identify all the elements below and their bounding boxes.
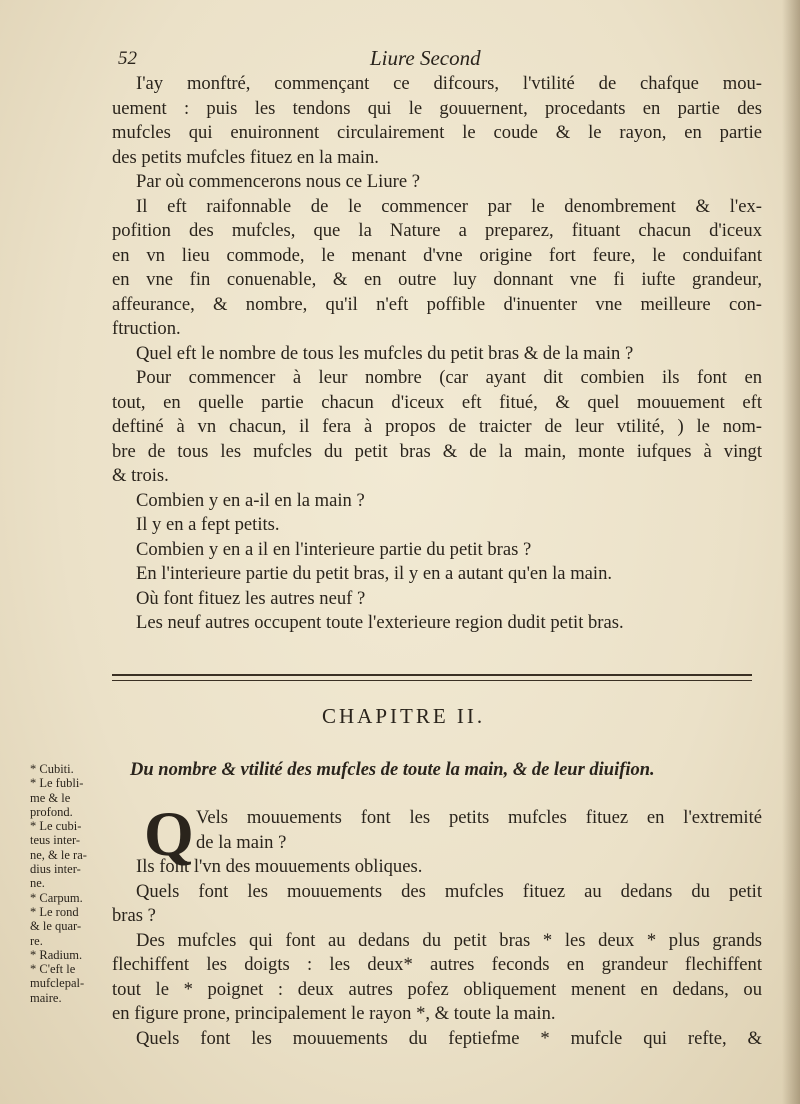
text-line: en vn lieu commode, le menant d'vne origine fort feure, le conduifant — [112, 244, 762, 266]
question-line: Quels font les mouuements du feptiefme * mufcle qui refte, & — [136, 1027, 762, 1049]
margin-notes — [30, 762, 110, 1005]
text-line: uement : puis les tendons qui le gouuernent, procedants en partie des — [112, 97, 762, 119]
margin-note: ne, & le ra- — [30, 847, 87, 862]
margin-note: * Le cubi- — [30, 819, 82, 834]
question-line: Où font fituez les autres neuf ? — [136, 587, 366, 609]
text-line: tout le * poignet : deux autres pofez obliquement menent en dedans, ou — [112, 978, 762, 1000]
text-block-top — [112, 72, 762, 636]
margin-note: * Cubiti. — [30, 762, 74, 776]
question-line: Par où commencerons nous ce Liure ? — [136, 171, 420, 192]
margin-note: maire. — [30, 990, 62, 1005]
text-line: & trois. — [112, 465, 169, 486]
text-line: Il eft raifonnable de le commencer par le denombrement & l'ex- — [136, 195, 762, 217]
text-line: tout, en quelle partie chacun d'iceux eft fitué, & quel mouuement eft — [112, 391, 762, 413]
text-line: des petits mufcles fituez en la main. — [112, 146, 379, 168]
text-line: deftiné à vn chacun, il fera à propos de traicter de leur vtilité, ) le nom- — [112, 416, 762, 437]
text-line: en vne fin conuenable, & en outre luy donnant vne fi iufte grandeur, — [112, 269, 762, 290]
margin-note: & le quar- — [30, 919, 82, 934]
chapter-divider-rule — [112, 674, 752, 681]
page-number: 52 — [118, 48, 137, 69]
text-line: I'ay monftré, commençant ce difcours, l'vtilité de chafque mou- — [136, 73, 762, 94]
text-line: ftruction. — [112, 318, 181, 339]
question-line: Quel eft le nombre de tous les mufcles du petit bras & de la main ? — [136, 342, 634, 364]
margin-note: dius inter- — [30, 862, 81, 877]
question-line: Quels font les mouuements des mufcles fituez au dedans du petit — [136, 880, 762, 902]
answer-line: Ils font l'vn des mouuements obliques. — [136, 856, 423, 877]
question-line: Combien y en a-il en la main ? — [136, 489, 365, 511]
margin-note: * Le rond — [30, 904, 79, 919]
chapter-subtitle: Du nombre & vtilité des mufcles de toute la main, & de leur diuifion. — [130, 760, 655, 780]
text-line: bre de tous les mufcles du petit bras & de la main, monte iufques à vingt — [112, 440, 762, 462]
text-line: de la main ? — [196, 831, 287, 853]
text-line: mufcles qui enuironnent circulairement le coude & le rayon, en partie — [112, 122, 762, 143]
page-edge-shadow — [782, 0, 800, 1104]
margin-note: * C'eft le — [30, 962, 76, 977]
text-line: Pour commencer à leur nombre (car ayant dit combien ils font en — [136, 367, 762, 388]
running-title: Liure Second — [370, 46, 481, 70]
text-line: bras ? — [112, 905, 156, 926]
margin-note: mufclepal- — [30, 976, 85, 991]
margin-note: * Le fubli- — [30, 776, 84, 791]
margin-note: re. — [30, 933, 43, 948]
text-line: pofition des mufcles, que la Nature a preparez, fituant chacun d'iceux — [112, 220, 762, 241]
margin-note: ne. — [30, 876, 45, 891]
answer-line: Il y en a fept petits. — [136, 514, 280, 535]
text-line: en figure prone, principalement le rayon *, & toute la main. — [112, 1003, 556, 1024]
text-line: Des mufcles qui font au dedans du petit bras * les deux * plus grands — [136, 929, 762, 951]
question-line: Combien y en a il en l'interieure partie du petit bras ? — [136, 538, 532, 560]
margin-note: teus inter- — [30, 833, 81, 848]
chapter-heading: CHAPITRE II. — [322, 704, 486, 728]
margin-note: profond. — [30, 804, 73, 819]
text-line: affeurance, & nombre, qu'il n'eft poffible d'inuenter vne meilleure con- — [112, 293, 762, 315]
drop-capital: Q — [144, 798, 194, 869]
page-header — [112, 44, 760, 74]
margin-note: * Radium. — [30, 947, 83, 962]
answer-line: En l'interieure partie du petit bras, il y en a autant qu'en la main. — [136, 563, 613, 584]
margin-note: me & le — [30, 790, 71, 805]
margin-note: * Carpum. — [30, 890, 83, 905]
answer-line: Les neuf autres occupent toute l'exterieure region dudit petit bras. — [136, 612, 624, 633]
text-block-bottom — [112, 798, 762, 1051]
text-line: flechiffent les doigts : les deux* autres feconds en grandeur flechiffent — [112, 954, 762, 975]
text-line: Vels mouuements font les petits mufcles fituez en l'extremité — [196, 807, 762, 828]
